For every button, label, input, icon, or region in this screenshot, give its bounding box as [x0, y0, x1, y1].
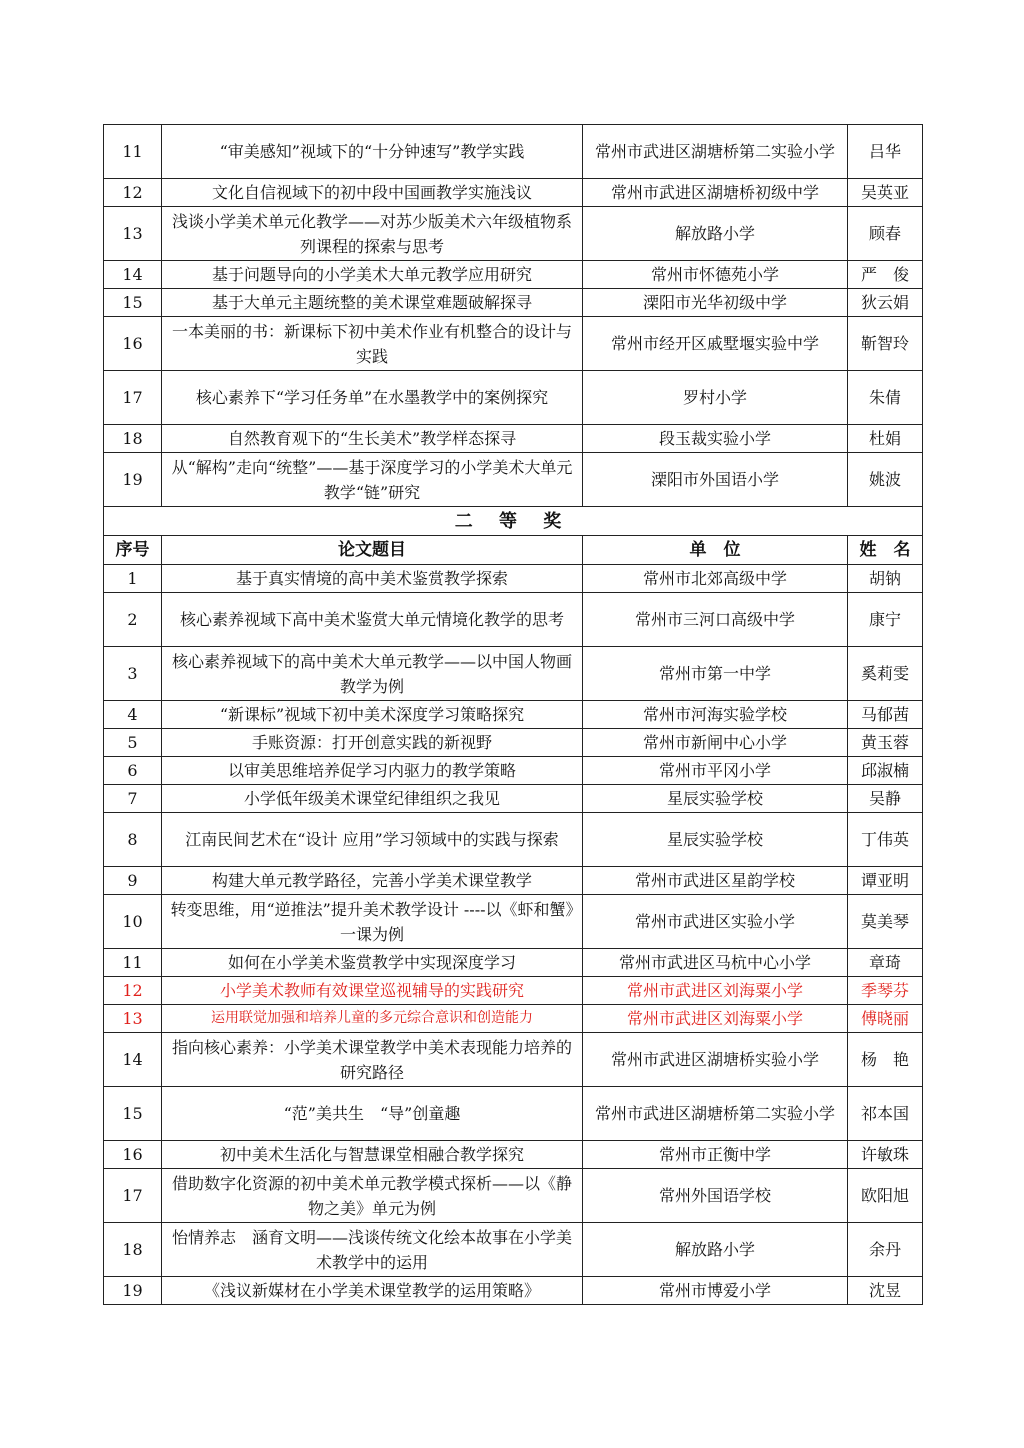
table-row [104, 317, 923, 371]
school-unit: 解放路小学 [583, 207, 848, 261]
school-unit: 段玉裁实验小学 [583, 425, 848, 453]
paper-title: 手账资源：打开创意实践的新视野 [162, 729, 583, 757]
second-prize-rows [104, 565, 923, 1305]
row-number: 13 [104, 207, 162, 261]
section-title: 二 等 奖 [104, 507, 923, 536]
school-unit: 常州市武进区星韵学校 [583, 867, 848, 895]
school-unit: 罗村小学 [583, 371, 848, 425]
paper-title: 转变思维，用“逆推法”提升美术教学设计 ----以《虾和蟹》一课为例 [162, 895, 583, 949]
paper-title: 以审美思维培养促学习内驱力的教学策略 [162, 757, 583, 785]
table-row [104, 1223, 923, 1277]
author-name: 顾春 [848, 207, 923, 261]
header-name: 姓 名 [848, 536, 923, 565]
paper-title: 从“解构”走向“统整”——基于深度学习的小学美术大单元教学“链”研究 [162, 453, 583, 507]
row-number: 2 [104, 593, 162, 647]
table-row [104, 895, 923, 949]
author-name: 吴英亚 [848, 179, 923, 207]
header-row [104, 536, 923, 565]
row-number: 18 [104, 425, 162, 453]
paper-title: “新课标”视域下初中美术深度学习策略探究 [162, 701, 583, 729]
table-row [104, 261, 923, 289]
school-unit: 常州市武进区刘海粟小学 [583, 1005, 848, 1033]
table-row [104, 1087, 923, 1141]
school-unit: 常州市怀德苑小学 [583, 261, 848, 289]
table-row [104, 867, 923, 895]
school-unit: 常州市武进区湖塘桥第二实验小学 [583, 1087, 848, 1141]
paper-title: 江南民间艺术在“设计 应用”学习领域中的实践与探索 [162, 813, 583, 867]
paper-title: 核心素养下“学习任务单”在水墨教学中的案例探究 [162, 371, 583, 425]
table-row [104, 565, 923, 593]
table-row [104, 371, 923, 425]
table-row [104, 785, 923, 813]
row-number: 9 [104, 867, 162, 895]
row-number: 11 [104, 125, 162, 179]
school-unit: 常州市武进区湖塘桥第二实验小学 [583, 125, 848, 179]
school-unit: 常州外国语学校 [583, 1169, 848, 1223]
first-prize-rows [104, 125, 923, 507]
row-number: 5 [104, 729, 162, 757]
table-row [104, 207, 923, 261]
paper-title: 运用联觉加强和培养儿童的多元综合意识和创造能力 [162, 1005, 583, 1033]
paper-title: 小学低年级美术课堂纪律组织之我见 [162, 785, 583, 813]
school-unit: 常州市正衡中学 [583, 1141, 848, 1169]
school-unit: 常州市武进区湖塘桥实验小学 [583, 1033, 848, 1087]
second-prize-section [104, 507, 923, 565]
school-unit: 常州市武进区湖塘桥初级中学 [583, 179, 848, 207]
author-name: 姚波 [848, 453, 923, 507]
author-name: 靳智玲 [848, 317, 923, 371]
header-no: 序号 [104, 536, 162, 565]
author-name: 章琦 [848, 949, 923, 977]
author-name: 丁伟英 [848, 813, 923, 867]
school-unit: 常州市河海实验学校 [583, 701, 848, 729]
author-name: 马郁茜 [848, 701, 923, 729]
author-name: 沈昱 [848, 1277, 923, 1305]
row-number: 13 [104, 1005, 162, 1033]
paper-title: 浅谈小学美术单元化教学——对苏少版美术六年级植物系列课程的探索与思考 [162, 207, 583, 261]
row-number: 14 [104, 1033, 162, 1087]
table-row [104, 1033, 923, 1087]
school-unit: 溧阳市外国语小学 [583, 453, 848, 507]
school-unit: 常州市博爱小学 [583, 1277, 848, 1305]
school-unit: 常州市三河口高级中学 [583, 593, 848, 647]
row-number: 12 [104, 977, 162, 1005]
row-number: 7 [104, 785, 162, 813]
table-row [104, 1141, 923, 1169]
header-title: 论文题目 [162, 536, 583, 565]
author-name: 傅晓丽 [848, 1005, 923, 1033]
paper-title: 基于问题导向的小学美术大单元教学应用研究 [162, 261, 583, 289]
table-row [104, 977, 923, 1005]
author-name: 欧阳旭 [848, 1169, 923, 1223]
paper-title: 指向核心素养：小学美术课堂教学中美术表现能力培养的研究路径 [162, 1033, 583, 1087]
author-name: 余丹 [848, 1223, 923, 1277]
paper-title: 如何在小学美术鉴赏教学中实现深度学习 [162, 949, 583, 977]
school-unit: 常州市平冈小学 [583, 757, 848, 785]
paper-title: 基于大单元主题统整的美术课堂难题破解探寻 [162, 289, 583, 317]
table-row [104, 1169, 923, 1223]
school-unit: 溧阳市光华初级中学 [583, 289, 848, 317]
row-number: 15 [104, 289, 162, 317]
table-row [104, 179, 923, 207]
table-row [104, 757, 923, 785]
school-unit: 常州市新闸中心小学 [583, 729, 848, 757]
paper-title: 核心素养视域下的高中美术大单元教学——以中国人物画教学为例 [162, 647, 583, 701]
author-name: 莫美琴 [848, 895, 923, 949]
author-name: 黄玉蓉 [848, 729, 923, 757]
paper-title: 一本美丽的书：新课标下初中美术作业有机整合的设计与实践 [162, 317, 583, 371]
table-row [104, 125, 923, 179]
school-unit: 常州市武进区刘海粟小学 [583, 977, 848, 1005]
school-unit: 常州市北郊高级中学 [583, 565, 848, 593]
row-number: 8 [104, 813, 162, 867]
table-row [104, 425, 923, 453]
paper-title: “范”美共生 “导”创童趣 [162, 1087, 583, 1141]
table-row [104, 1005, 923, 1033]
paper-title: 小学美术教师有效课堂巡视辅导的实践研究 [162, 977, 583, 1005]
author-name: 胡钠 [848, 565, 923, 593]
header-unit: 单 位 [583, 536, 848, 565]
table-row [104, 453, 923, 507]
school-unit: 解放路小学 [583, 1223, 848, 1277]
author-name: 朱倩 [848, 371, 923, 425]
school-unit: 星辰实验学校 [583, 785, 848, 813]
author-name: 祁本国 [848, 1087, 923, 1141]
author-name: 许敏珠 [848, 1141, 923, 1169]
row-number: 18 [104, 1223, 162, 1277]
author-name: 季琴芬 [848, 977, 923, 1005]
paper-title: 基于真实情境的高中美术鉴赏教学探索 [162, 565, 583, 593]
table-row [104, 289, 923, 317]
author-name: 严 俊 [848, 261, 923, 289]
school-unit: 星辰实验学校 [583, 813, 848, 867]
row-number: 16 [104, 317, 162, 371]
paper-title: 文化自信视域下的初中段中国画教学实施浅议 [162, 179, 583, 207]
author-name: 谭亚明 [848, 867, 923, 895]
row-number: 19 [104, 453, 162, 507]
row-number: 4 [104, 701, 162, 729]
table-row [104, 1277, 923, 1305]
paper-title: “审美感知”视域下的“十分钟速写”教学实践 [162, 125, 583, 179]
row-number: 14 [104, 261, 162, 289]
author-name: 康宁 [848, 593, 923, 647]
row-number: 17 [104, 371, 162, 425]
paper-title: 构建大单元教学路径，完善小学美术课堂教学 [162, 867, 583, 895]
author-name: 狄云娟 [848, 289, 923, 317]
row-number: 6 [104, 757, 162, 785]
row-number: 15 [104, 1087, 162, 1141]
row-number: 19 [104, 1277, 162, 1305]
paper-title: 核心素养视域下高中美术鉴赏大单元情境化教学的思考 [162, 593, 583, 647]
school-unit: 常州市第一中学 [583, 647, 848, 701]
school-unit: 常州市武进区马杭中心小学 [583, 949, 848, 977]
row-number: 3 [104, 647, 162, 701]
table-row [104, 593, 923, 647]
table-row [104, 647, 923, 701]
paper-title: 自然教育观下的“生长美术”教学样态探寻 [162, 425, 583, 453]
table-row [104, 729, 923, 757]
row-number: 12 [104, 179, 162, 207]
author-name: 吴静 [848, 785, 923, 813]
section-title-row [104, 507, 923, 536]
awards-table [103, 124, 923, 1305]
paper-title: 初中美术生活化与智慧课堂相融合教学探究 [162, 1141, 583, 1169]
row-number: 1 [104, 565, 162, 593]
paper-title: 《浅议新媒材在小学美术课堂教学的运用策略》 [162, 1277, 583, 1305]
author-name: 吕华 [848, 125, 923, 179]
table-row [104, 813, 923, 867]
author-name: 奚莉雯 [848, 647, 923, 701]
paper-title: 怡情养志 涵育文明——浅谈传统文化绘本故事在小学美术教学中的运用 [162, 1223, 583, 1277]
row-number: 11 [104, 949, 162, 977]
row-number: 10 [104, 895, 162, 949]
author-name: 杨 艳 [848, 1033, 923, 1087]
row-number: 17 [104, 1169, 162, 1223]
row-number: 16 [104, 1141, 162, 1169]
table-row [104, 949, 923, 977]
author-name: 杜娟 [848, 425, 923, 453]
school-unit: 常州市武进区实验小学 [583, 895, 848, 949]
table-row [104, 701, 923, 729]
author-name: 邱淑楠 [848, 757, 923, 785]
paper-title: 借助数字化资源的初中美术单元教学模式探析——以《静物之美》单元为例 [162, 1169, 583, 1223]
school-unit: 常州市经开区戚墅堰实验中学 [583, 317, 848, 371]
